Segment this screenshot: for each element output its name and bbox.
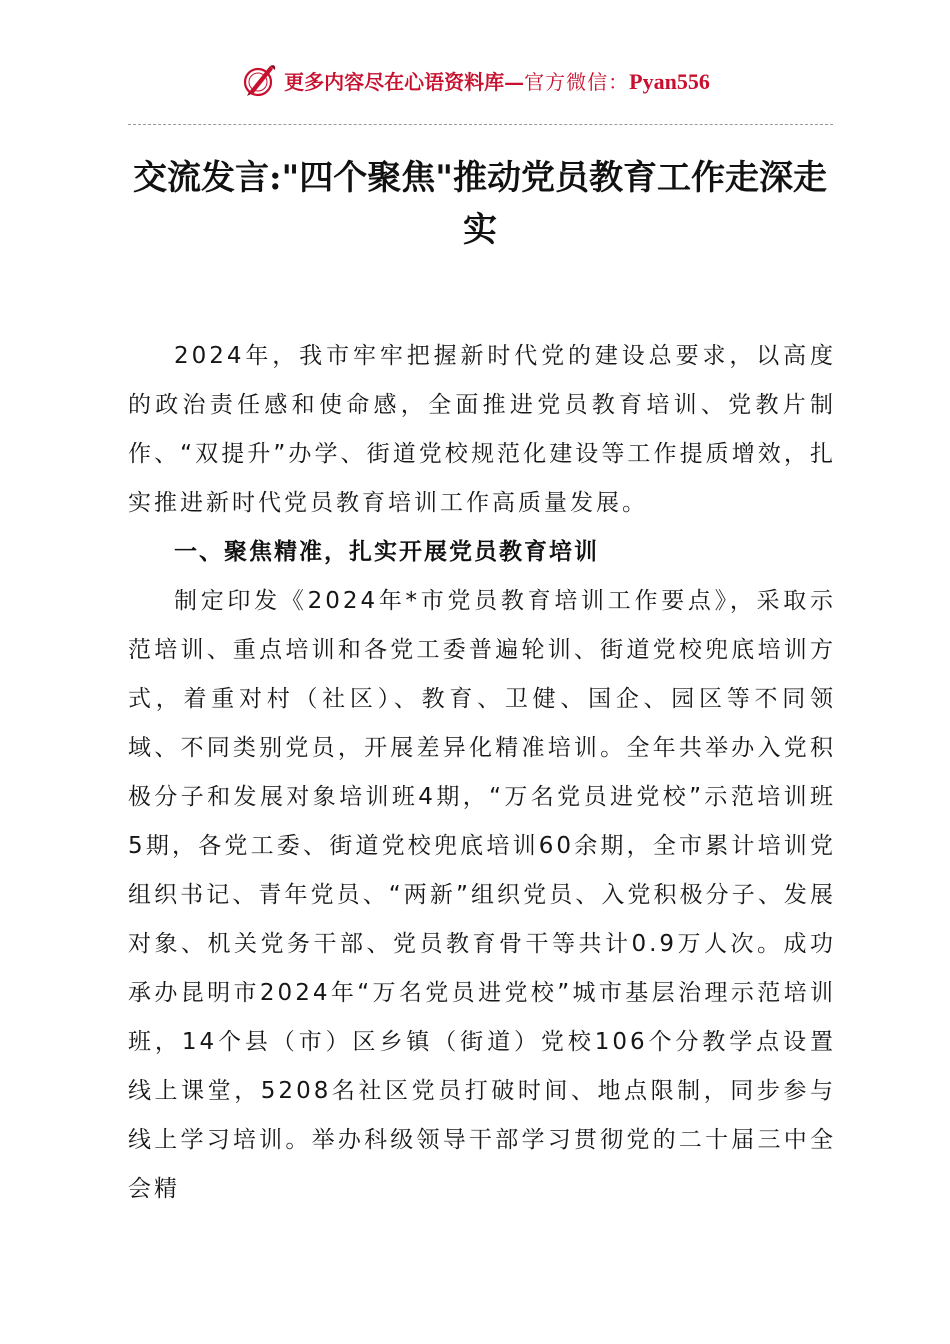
- document-title: 交流发言:"四个聚焦"推动党员教育工作走深走实: [133, 158, 827, 250]
- header-text: [284, 66, 710, 95]
- wechat-label: 官方微信：: [524, 69, 630, 94]
- intro-paragraph: 2024年，我市牢牢把握新时代党的建设总要求，以高度的政治责任感和使命感，全面推进党员教育培训、党教片制作、“双提升”办学、街道党校规范化建设等工作提质增效，扎实推进新时代党员教育培训工作高质量发展。: [128, 343, 836, 516]
- quill-pen-logo-icon: [240, 61, 278, 99]
- header-divider: [128, 124, 833, 125]
- header-banner: [0, 58, 950, 102]
- document-body: [128, 332, 836, 1214]
- section-1-paragraph: 制定印发《2024年*市党员教育培训工作要点》，采取示范培训、重点培训和各党工委普遍轮训、街道党校兜底培训方式，着重对村（社区）、教育、卫健、国企、园区等不同领域、不同类别党员，开展差异化精准培训。全年共举办入党积极分子和发展对象培训班4期，“万名党员进党校”示范培训班5期，各党工委、街道党校兜底培训60余期，全市累计培训党组织书记、青年党员、“两新”组织党员、入党积极分子、发展对象、机关党务干部、党员教育骨干等共计0.9万人次。成功承办昆明市2024年“万名党员进党校”城市基层治理示范培训班，14个县（市）区乡镇（街道）党校106个分教学点设置线上课堂，5208名社区党员打破时间、地点限制，同步参与线上学习培训。举办科级领导干部学习贯彻党的二十届三中全会精: [128, 588, 836, 1202]
- banner-text: 更多内容尽在心语资料库—: [284, 69, 525, 94]
- wechat-id: Pyan556: [629, 68, 710, 94]
- section-heading-1: 一、聚焦精准，扎实开展党员教育培训: [174, 539, 599, 565]
